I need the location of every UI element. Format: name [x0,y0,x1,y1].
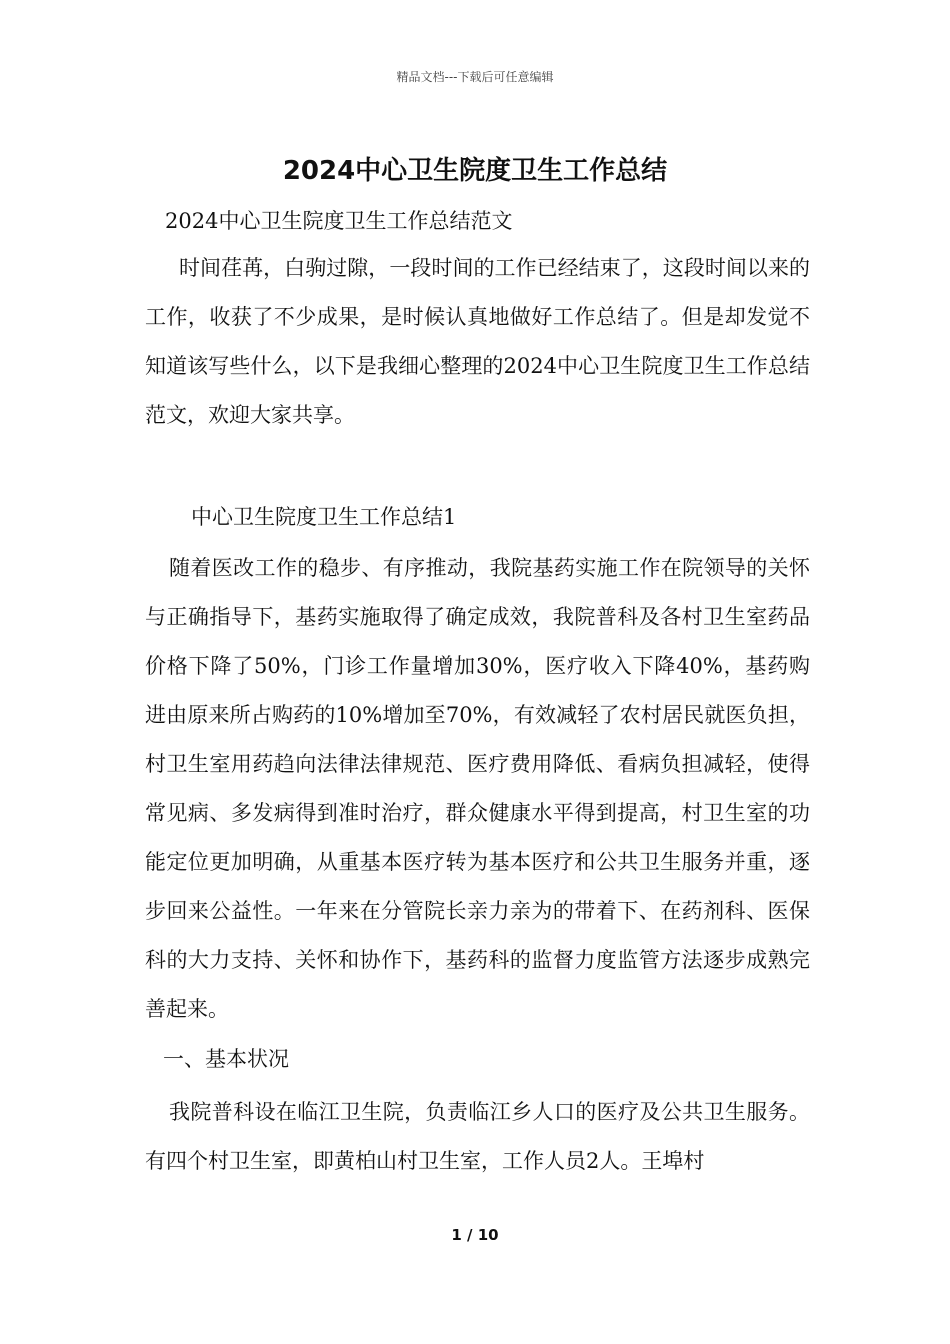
body-paragraph-2: 我院普科设在临江卫生院，负责临江乡人口的医疗及公共卫生服务。有四个村卫生室，即黄柏山村卫生室，工作人员2人。王埠村 [145,1100,810,1173]
document-title: 2024中心卫生院度卫生工作总结 [282,156,668,186]
document-body [145,198,810,1186]
section-heading: 中心卫生院度卫生工作总结1 [191,505,457,529]
heading-basic-situation: 一、基本状况 [163,1047,289,1071]
body-paragraph-1: 随着医改工作的稳步、有序推动，我院基药实施工作在院领导的关怀与正确指导下，基药实施取得了确定成效，我院普科及各村卫生室药品价格下降了50%，门诊工作量增加30%，医疗收入下降40%，基药购进由原来所占购药的10%增加至70%，有效减轻了农村居民就医负担，村卫生室用药趋向法律法律规范、医疗费用降低、看病负担减轻，使得常见病、多发病得到准时治疗，群众健康水平得到提高，村卫生室的功能定位更加明确，从重基本医疗转为基本医疗和公共卫生服务并重，逐步回来公益性。一年来在分管院长亲力亲为的带着下、在药剂科、医保科的大力支持、关怀和协作下，基药科的监督力度监管方法逐步成熟完善起来。 [145,556,810,1021]
header-note: 精品文档---下载后可任意编辑 [396,70,554,84]
subtitle: 2024中心卫生院度卫生工作总结范文 [165,209,513,233]
intro-paragraph: 时间荏苒，白驹过隙，一段时间的工作已经结束了，这段时间以来的工作，收获了不少成果，是时候认真地做好工作总结了。但是却发觉不知道该写些什么，以下是我细心整理的2024中心卫生院度卫生工作总结范文，欢迎大家共享。 [145,256,810,427]
page-number: 1 / 10 [451,1226,499,1244]
